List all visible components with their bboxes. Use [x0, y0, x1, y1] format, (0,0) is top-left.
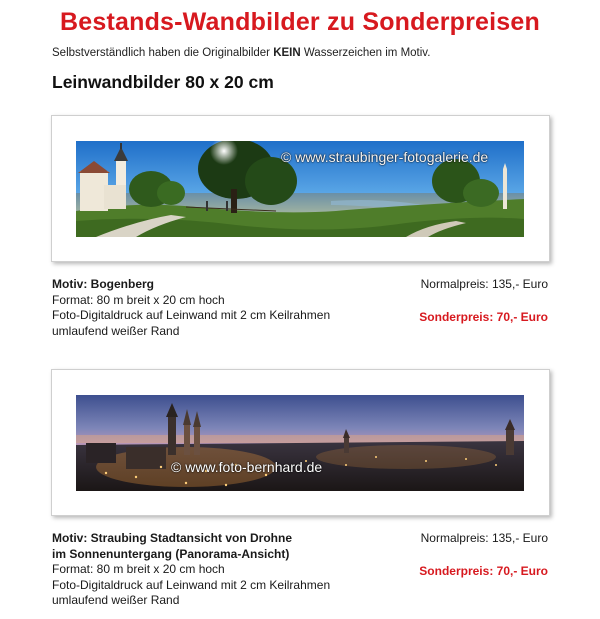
intro-pre: Selbstverständlich haben die Originalbilder: [52, 47, 274, 59]
item-description-1: [52, 277, 330, 339]
item-prices-2: [348, 531, 548, 579]
intro-text: [52, 47, 430, 59]
item-motiv-2-line1: Motiv: Straubing Stadtansicht von Drohne: [52, 531, 293, 545]
item-material-1: Foto-Digitaldruck auf Leinwand mit 2 cm Keilrahmen: [52, 308, 331, 322]
intro-post: Wasserzeichen im Motiv.: [300, 47, 431, 59]
item-description-2: [52, 531, 330, 609]
canvas-frame-straubing[interactable]: [51, 369, 550, 516]
item-motiv-1: Motiv: Bogenberg: [52, 277, 154, 291]
item-format-2: Format: 80 m breit x 20 cm hoch: [52, 562, 225, 576]
page-title: Bestands-Wandbilder zu Sonderpreisen: [60, 8, 540, 36]
watermark-text: © www.foto-bernhard.de: [171, 459, 323, 475]
item-material-2: Foto-Digitaldruck auf Leinwand mit 2 cm Keilrahmen: [52, 577, 331, 592]
special-price-1: Sonderpreis: 70,- Euro: [419, 309, 548, 324]
item-border-2: umlaufend weißer Rand: [52, 593, 180, 607]
straubing-image: [76, 395, 524, 491]
panorama-photo-straubing[interactable]: [76, 395, 524, 491]
watermark-text: © www.straubinger-fotogalerie.de: [281, 149, 489, 165]
normal-price-2: Normalpreis: 135,- Euro: [420, 531, 548, 545]
item-motiv-2-line2: im Sonnenuntergang (Panorama-Ansicht): [52, 546, 290, 561]
special-price-2: Sonderpreis: 70,- Euro: [419, 563, 548, 578]
item-format-1: Format: 80 m breit x 20 cm hoch: [52, 292, 225, 307]
section-subtitle: Leinwandbilder 80 x 20 cm: [52, 72, 274, 92]
item-border-1: umlaufend weißer Rand: [52, 323, 180, 338]
panorama-photo-bogenberg[interactable]: [76, 141, 524, 237]
item-prices-1: [348, 277, 548, 325]
normal-price-1: Normalpreis: 135,- Euro: [420, 277, 548, 291]
canvas-frame-bogenberg[interactable]: [51, 115, 550, 262]
intro-bold: KEIN: [273, 47, 301, 59]
